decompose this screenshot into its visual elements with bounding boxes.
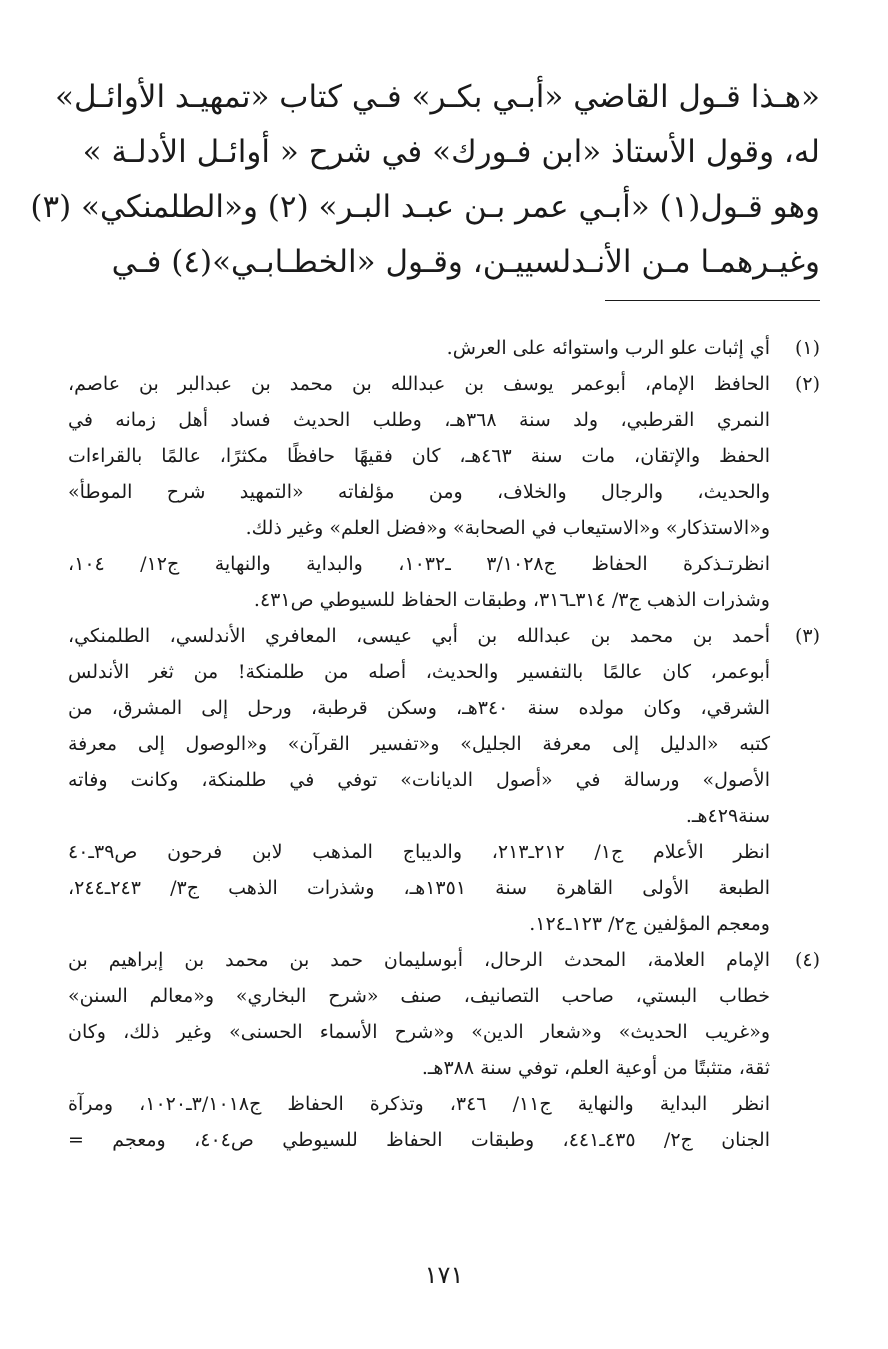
footnote-number: (١) <box>794 337 820 359</box>
footnote-line: ثقة، متثبتًا من أوعية العلم، توفي سنة ٣٨٨هـ. <box>421 1057 770 1079</box>
footnote-1 <box>68 330 820 366</box>
main-text-line: وغيـرهمـا مـن الأنـدلسييـن، وقـول «الخطـابـي»(٤) فـي <box>111 244 820 280</box>
main-text <box>30 70 820 290</box>
footnote-source-line: الطبعة الأولى القاهرة سنة ١٣٥١هـ، وشذرات الذهب ج٣/ ٢٤٣ـ٢٤٤، <box>68 877 770 899</box>
footnote-divider <box>605 300 820 301</box>
footnote-3 <box>68 618 820 942</box>
footnote-line: والحديث، والرجال والخلاف، ومن مؤلفاته «التمهيد شرح الموطأ» <box>68 481 770 503</box>
footnote-line: خطاب البستي، صاحب التصانيف، صنف «شرح البخاري» و«معالم السنن» <box>68 985 770 1007</box>
footnote-number: (٣) <box>794 625 820 647</box>
main-text-line: «هـذا قـول القاضي «أبـي بكـر» فـي كتاب «تمهيـد الأوائـل» <box>55 79 820 115</box>
footnote-line: الأصول» ورسالة في «أصول الديانات» توفي في طلمنكة، وكانت وفاته <box>68 769 770 791</box>
footnote-line: الحافظ الإمام، أبوعمر يوسف بن عبدالله بن محمد بن عبدالبر بن عاصم، <box>68 373 770 395</box>
footnotes <box>68 330 820 1158</box>
footnote-line: النمري القرطبي، ولد سنة ٣٦٨هـ، وطلب الحديث فساد أهل زمانه في <box>68 409 770 431</box>
footnote-2 <box>68 366 820 618</box>
footnote-source-line: الجنان ج٢/ ٤٣٥ـ٤٤١، وطبقات الحفاظ للسيوطي ص٤٠٤، ومعجم = <box>68 1129 771 1151</box>
footnote-line: كتبه «الدليل إلى معرفة الجليل» و«تفسير القرآن» و«الوصول إلى معرفة <box>68 733 770 755</box>
footnote-line: و«غريب الحديث» و«شعار الدين» و«شرح الأسماء الحسنى» وغير ذلك، وكان <box>68 1021 770 1043</box>
footnote-line: أحمد بن محمد بن عبدالله بن أبي عيسى، المعافري الأندلسي، الطلمنكي، <box>68 625 770 647</box>
footnote-line: أبوعمر، كان عالمًا بالتفسير والحديث، أصله من طلمنكة! من ثغر الأندلس <box>68 661 770 683</box>
footnote-source-line: انظر الأعلام ج١/ ٢١٢ـ٢١٣، والديباج المذهب لابن فرحون ص٣٩ـ٤٠ <box>68 841 770 863</box>
footnote-4 <box>68 942 820 1158</box>
main-text-line: وهو قـول(١) «أبـي عمر بـن عبـد البـر» (٢) و«الطلمنكي» (٣) <box>30 189 820 225</box>
main-text-line: له، وقول الأستاذ «ابن فـورك» في شرح « أوائـل الأدلـة » <box>82 134 820 170</box>
footnote-line: سنة٤٢٩هـ. <box>685 805 770 827</box>
page-number: ١٧١ <box>424 1261 464 1289</box>
footnote-line: الشرقي، وكان مولده سنة ٣٤٠هـ، وسكن قرطبة، ورحل إلى المشرق، من <box>68 697 770 719</box>
footnote-source-line: انظر البداية والنهاية ج١١/ ٣٤٦، وتذكرة الحفاظ ج٣/١٠١٨ـ١٠٢٠، ومرآة <box>68 1093 770 1115</box>
footnote-source-line: وشذرات الذهب ج٣/ ٣١٤ـ٣١٦، وطبقات الحفاظ للسيوطي ص٤٣١. <box>253 589 770 611</box>
footnote-number: (٤) <box>794 949 820 971</box>
footnote-number: (٢) <box>794 373 820 395</box>
footnote-line: الحفظ والإتقان، مات سنة ٤٦٣هـ، كان فقيهًا حافظًا مكثرًا، عالمًا بالقراءات <box>68 445 770 467</box>
footnote-line: أي إثبات علو الرب واستوائه على العرش. <box>446 337 770 359</box>
footnote-source-line: انظرتـذكرة الحفاظ ج٣/١٠٢٨ ـ١٠٣٢، والبداية والنهاية ج١٢/ ١٠٤، <box>68 553 770 575</box>
footnote-line: و«الاستذكار» و«الاستيعاب في الصحابة» و«فضل العلم» وغير ذلك. <box>245 517 770 539</box>
footnote-source-line: ومعجم المؤلفين ج٢/ ١٢٣ـ١٢٤. <box>529 913 770 935</box>
footnote-line: الإمام العلامة، المحدث الرحال، أبوسليمان حمد بن محمد بن إبراهيم بن <box>68 949 770 971</box>
